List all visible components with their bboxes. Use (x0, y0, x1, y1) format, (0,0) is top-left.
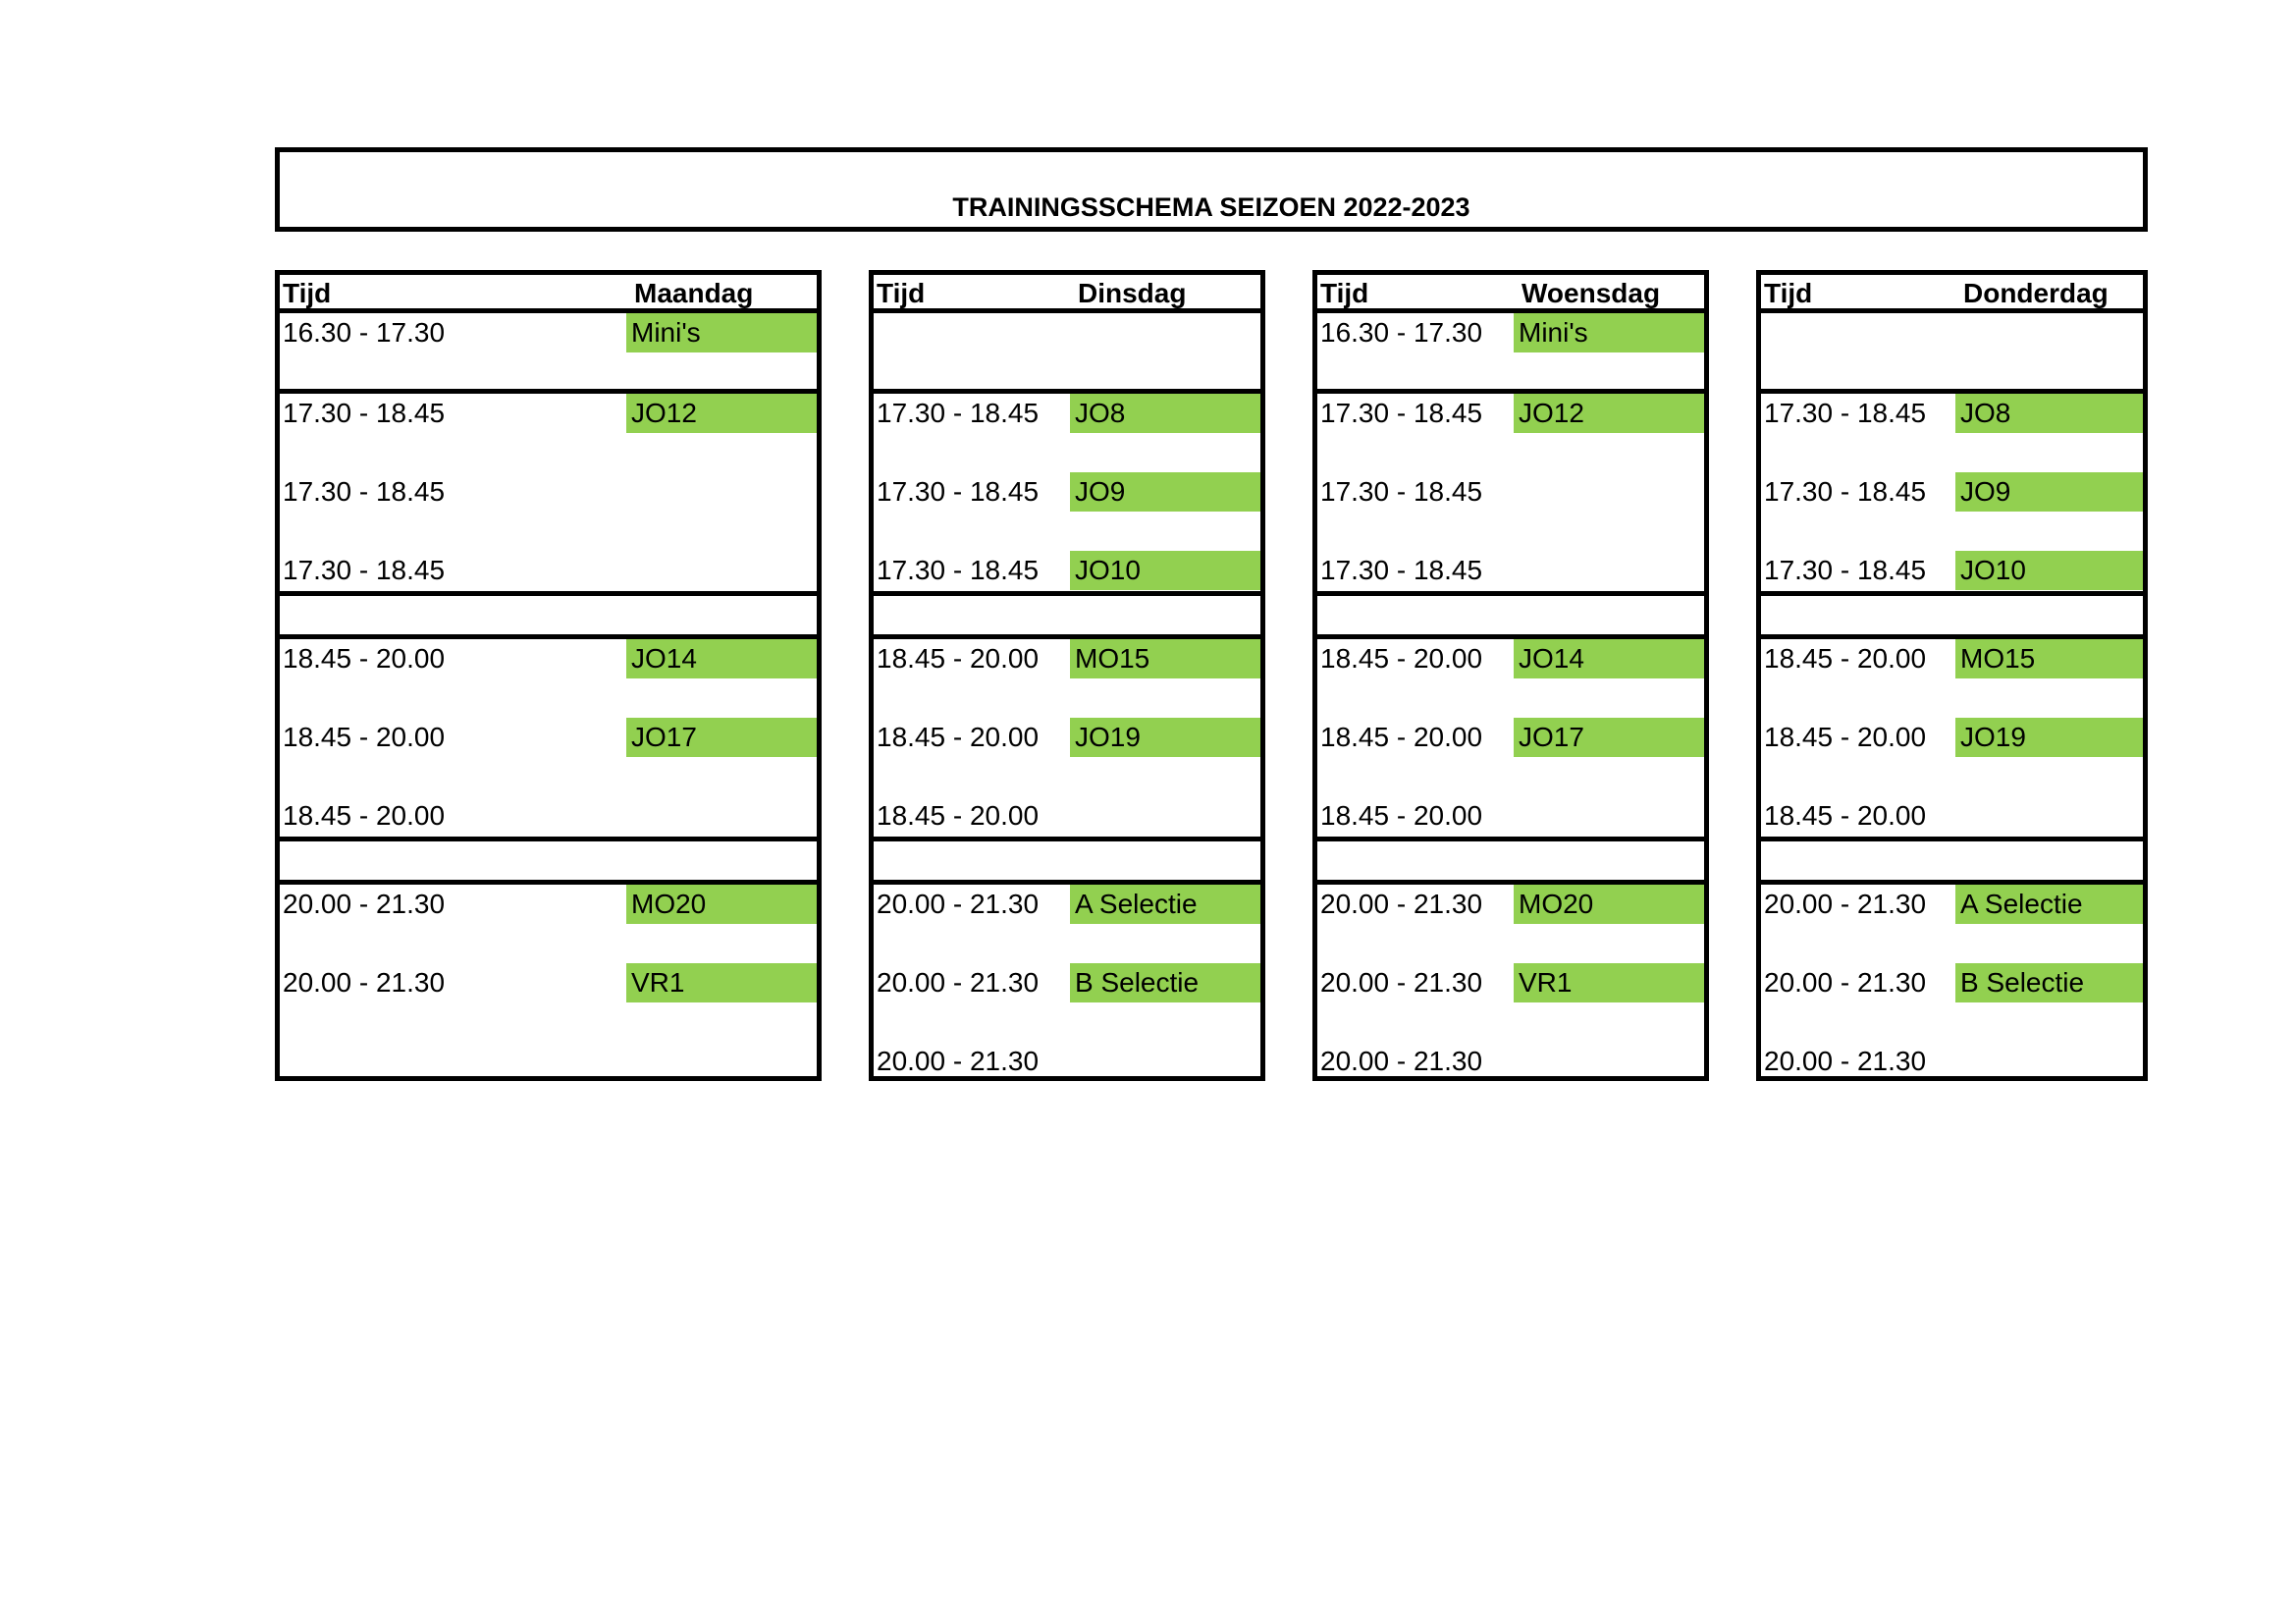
team-label: JO17 (626, 718, 817, 757)
time-slot: 18.45 - 20.00 (1320, 800, 1483, 831)
team-label: B Selectie (1070, 963, 1260, 1002)
schedule-row (1761, 885, 2143, 924)
schedule-row (280, 639, 817, 678)
team-label: Mini's (1514, 313, 1704, 352)
schedule-row (1317, 551, 1704, 590)
team-label: A Selectie (1955, 885, 2143, 924)
time-slot: 17.30 - 18.45 (283, 398, 446, 428)
schedule-row (1761, 796, 2143, 836)
time-header: Tijd (877, 278, 926, 308)
time-slot: 20.00 - 21.30 (1320, 967, 1483, 998)
schedule-row (1317, 885, 1704, 924)
time-block (869, 308, 1265, 394)
time-slot: 18.45 - 20.00 (1764, 722, 1927, 752)
schedule-row (874, 1042, 1260, 1081)
time-slot: 20.00 - 21.30 (283, 967, 446, 998)
schedule-row (874, 718, 1260, 757)
schedule-row (874, 551, 1260, 590)
team-label: JO10 (1955, 551, 2143, 590)
time-block (869, 880, 1265, 1081)
day-name: Woensdag (1522, 278, 1661, 308)
team-label: JO9 (1070, 472, 1260, 512)
time-slot: 17.30 - 18.45 (877, 555, 1040, 585)
day-column-woensdag (1312, 270, 1709, 1081)
schedule-row (280, 718, 817, 757)
time-slot: 18.45 - 20.00 (877, 722, 1040, 752)
time-header: Tijd (1764, 278, 1813, 308)
schedule-row (280, 796, 817, 836)
schedule-row (1761, 963, 2143, 1002)
time-block (1312, 880, 1709, 1081)
day-header (869, 270, 1265, 313)
schedule-row (1761, 718, 2143, 757)
day-header (1756, 270, 2148, 313)
schedule-row (1761, 639, 2143, 678)
time-header: Tijd (283, 278, 332, 308)
spacer-row (275, 837, 822, 885)
time-slot: 20.00 - 21.30 (1764, 967, 1927, 998)
schedule-row (1317, 639, 1704, 678)
time-block (1312, 308, 1709, 394)
time-slot: 18.45 - 20.00 (283, 643, 446, 674)
spacer-row (1756, 837, 2148, 885)
day-column-donderdag (1756, 270, 2148, 1081)
time-slot: 17.30 - 18.45 (1320, 555, 1483, 585)
schedule-row (874, 963, 1260, 1002)
time-header: Tijd (1320, 278, 1369, 308)
day-header (1312, 270, 1709, 313)
schedule-row (1317, 963, 1704, 1002)
team-label: JO8 (1070, 394, 1260, 433)
schedule-row (280, 472, 817, 512)
time-slot: 17.30 - 18.45 (283, 555, 446, 585)
schedule-row (874, 639, 1260, 678)
schedule-row (874, 472, 1260, 512)
day-name: Maandag (634, 278, 754, 308)
time-slot: 20.00 - 21.30 (877, 1046, 1040, 1076)
time-block (1312, 389, 1709, 596)
spacer-row (869, 591, 1265, 639)
time-block (1756, 389, 2148, 596)
schedule-row (874, 394, 1260, 433)
time-slot: 18.45 - 20.00 (283, 722, 446, 752)
team-label: JO19 (1070, 718, 1260, 757)
time-slot: 20.00 - 21.30 (1320, 889, 1483, 919)
time-block (1756, 308, 2148, 394)
team-label: A Selectie (1070, 885, 1260, 924)
schedule-row (280, 1042, 817, 1081)
day-column-maandag (275, 270, 822, 1081)
time-block (1756, 880, 2148, 1081)
time-slot: 17.30 - 18.45 (1320, 398, 1483, 428)
spacer-row (1312, 837, 1709, 885)
spacer-row (869, 837, 1265, 885)
team-label: JO19 (1955, 718, 2143, 757)
team-label: JO14 (626, 639, 817, 678)
schedule-row (1317, 1042, 1704, 1081)
schedule-row (1761, 1042, 2143, 1081)
time-slot: 17.30 - 18.45 (877, 476, 1040, 507)
team-label: JO8 (1955, 394, 2143, 433)
schedule-row (280, 551, 817, 590)
schedule-row (280, 394, 817, 433)
time-block (869, 389, 1265, 596)
time-slot: 20.00 - 21.30 (283, 889, 446, 919)
team-label: JO12 (626, 394, 817, 433)
time-slot: 16.30 - 17.30 (1320, 317, 1483, 348)
schedule-row (280, 313, 817, 352)
time-slot: 20.00 - 21.30 (1764, 889, 1927, 919)
time-slot: 20.00 - 21.30 (1764, 1046, 1927, 1076)
time-slot: 18.45 - 20.00 (877, 800, 1040, 831)
time-slot: 17.30 - 18.45 (283, 476, 446, 507)
time-slot: 18.45 - 20.00 (1764, 800, 1927, 831)
time-slot: 16.30 - 17.30 (283, 317, 446, 348)
time-slot: 17.30 - 18.45 (1764, 555, 1927, 585)
time-slot: 20.00 - 21.30 (877, 889, 1040, 919)
time-block (275, 880, 822, 1081)
schedule-row (1317, 313, 1704, 352)
day-column-dinsdag (869, 270, 1265, 1081)
time-block (275, 308, 822, 394)
schedule-row (874, 885, 1260, 924)
schedule-row (1317, 718, 1704, 757)
schedule-row (1317, 796, 1704, 836)
day-name: Donderdag (1963, 278, 2109, 308)
schedule-row (1761, 313, 2143, 352)
team-label: MO20 (626, 885, 817, 924)
team-label: VR1 (1514, 963, 1704, 1002)
team-label: JO17 (1514, 718, 1704, 757)
time-block (1312, 634, 1709, 841)
schedule-row (1761, 472, 2143, 512)
team-label: VR1 (626, 963, 817, 1002)
time-slot: 20.00 - 21.30 (877, 967, 1040, 998)
time-block (1756, 634, 2148, 841)
time-block (275, 389, 822, 596)
schedule-row (280, 885, 817, 924)
schedule-row (1317, 472, 1704, 512)
day-header (275, 270, 822, 313)
time-slot: 17.30 - 18.45 (877, 398, 1040, 428)
schedule-row (874, 796, 1260, 836)
schedule-row (1761, 551, 2143, 590)
spacer-row (275, 591, 822, 639)
page-title: TRAININGSSCHEMA SEIZOEN 2022-2023 (952, 192, 1470, 222)
team-label: JO9 (1955, 472, 2143, 512)
time-block (275, 634, 822, 841)
team-label: MO20 (1514, 885, 1704, 924)
time-slot: 18.45 - 20.00 (1320, 722, 1483, 752)
team-label: MO15 (1070, 639, 1260, 678)
team-label: Mini's (626, 313, 817, 352)
team-label: MO15 (1955, 639, 2143, 678)
time-slot: 18.45 - 20.00 (877, 643, 1040, 674)
time-slot: 17.30 - 18.45 (1320, 476, 1483, 507)
day-name: Dinsdag (1078, 278, 1187, 308)
spacer-row (1756, 591, 2148, 639)
team-label: JO10 (1070, 551, 1260, 590)
time-slot: 20.00 - 21.30 (1320, 1046, 1483, 1076)
time-block (869, 634, 1265, 841)
time-slot: 17.30 - 18.45 (1764, 476, 1927, 507)
time-slot: 18.45 - 20.00 (283, 800, 446, 831)
time-slot: 18.45 - 20.00 (1320, 643, 1483, 674)
schedule-row (280, 963, 817, 1002)
title-box (275, 147, 2148, 232)
team-label: JO14 (1514, 639, 1704, 678)
team-label: JO12 (1514, 394, 1704, 433)
spacer-row (1312, 591, 1709, 639)
time-slot: 17.30 - 18.45 (1764, 398, 1927, 428)
schedule-row (1761, 394, 2143, 433)
schedule-row (874, 313, 1260, 352)
time-slot: 18.45 - 20.00 (1764, 643, 1927, 674)
schedule-row (1317, 394, 1704, 433)
team-label: B Selectie (1955, 963, 2143, 1002)
